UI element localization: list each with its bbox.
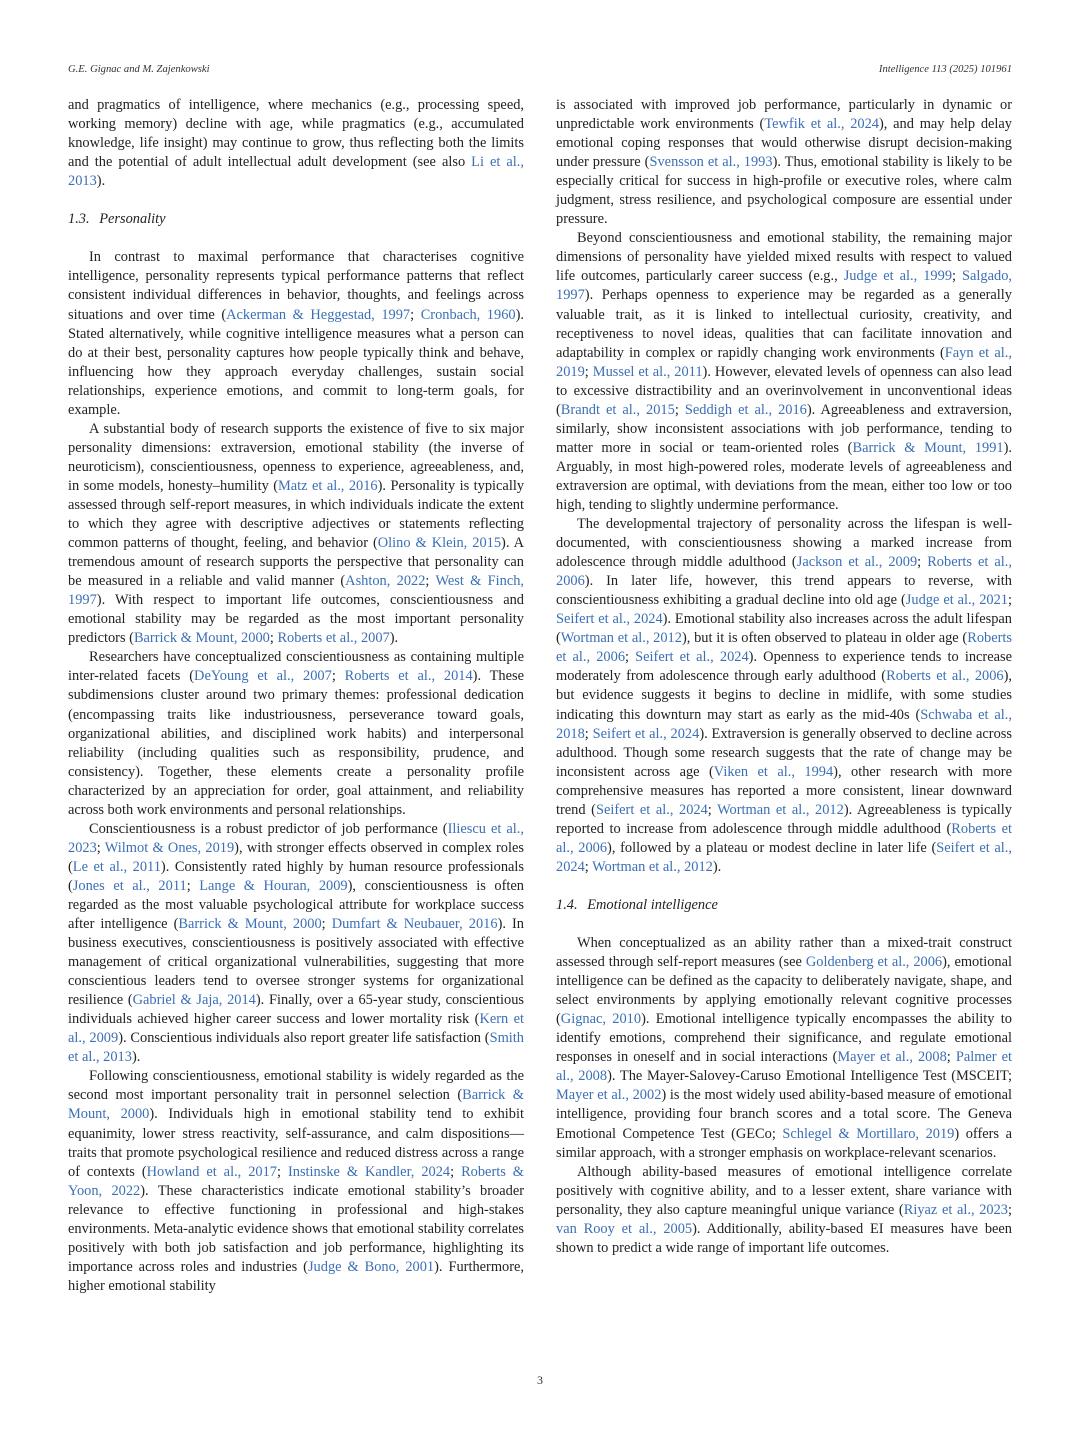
- header-authors: G.E. Gignac and M. Zajenkowski: [68, 64, 210, 75]
- paragraph: and pragmatics of intelligence, where mechanics (e.g., processing speed, working memory) decline with age, while pragmatics (e.g., accumulated knowledge, life insight) may continue to grow, thus reflecting both the limits and the potential of adult intellectual adult development (see also Li et al., 2013).: [68, 97, 524, 190]
- citation-link[interactable]: Svensson et al., 1993: [649, 154, 773, 171]
- citation-link[interactable]: Roberts et al., 2007: [277, 630, 390, 647]
- citation-link[interactable]: Roberts et al., 2006: [886, 668, 1004, 685]
- citation-link[interactable]: van Rooy et al., 2005: [556, 1220, 693, 1237]
- citation-link[interactable]: Smith et al., 2013: [68, 1030, 524, 1066]
- right-column: [556, 96, 1012, 1258]
- citation-link[interactable]: Seifert et al., 2024: [635, 649, 749, 666]
- citation-link[interactable]: Seifert et al., 2024: [556, 839, 1012, 875]
- paragraph: The developmental trajectory of personality across the lifespan is well-documented, with conscientiousness showing a marked increase from adolescence through middle adulthood (Jackson et al., 2009; Roberts et al., 2006). In later life, however, this trend appears to reverse, with conscientiousness exhibiting a gradual decline into old age (Judge et al., 2021; Seifert et al., 2024). Emotional stability also increases across the adult lifespan (Wortman et al., 2012), but it is often observed to plateau in older age (Roberts et al., 2006; Seifert et al., 2024). Openness to experience tends to increase moderately from adolescence through early adulthood (Roberts et al., 2006), but evidence suggests it begins to decline in midlife, with some studies indicating this downturn may start as early as the mid-40s (Schwaba et al., 2018; Seifert et al., 2024). Extraversion is generally observed to decline across adulthood. Though some research suggests that the rate of change may be inconsistent across age (Viken et al., 1994), other research with more comprehensive measures has reported a more consistent, linear downward trend (Seifert et al., 2024; Wortman et al., 2012). Agreeableness is typically reported to increase from adolescence through middle adulthood (Roberts et al., 2006), followed by a plateau or modest decline in later life (Seifert et al., 2024; Wortman et al., 2012).: [556, 516, 1013, 875]
- citation-link[interactable]: Schlegel & Mortillaro, 2019: [782, 1125, 955, 1142]
- paragraph: Conscientiousness is a robust predictor of job performance (Iliescu et al., 2023; Wilmot & Ones, 2019), with stronger effects observed in complex roles (Le et al., 2011). Consistently rated highly by human resource professionals (Jones et al., 2011; Lange & Houran, 2009), conscientiousness is often regarded as the most valuable psychological attribute for workplace success after intelligence (Barrick & Mount, 2000; Dumfart & Neubauer, 2016). In business executives, conscientiousness is positively associated with effective management of critical organizational vulnerabilities, suggesting that more conscientious leaders tend to oversee stronger systems for organizational resilience (Gabriel & Jaja, 2014). Finally, over a 65-year study, conscientious individuals achieved higher career success and lower mortality risk (Kern et al., 2009). Conscientious individuals also report greater life satisfaction (Smith et al., 2013).: [68, 820, 525, 1066]
- citation-link[interactable]: Jackson et al., 2009: [796, 554, 918, 571]
- citation-link[interactable]: Dumfart & Neubauer, 2016: [331, 916, 498, 933]
- citation-link[interactable]: Mussel et al., 2011: [592, 363, 703, 380]
- citation-link[interactable]: Roberts et al., 2014: [344, 668, 473, 685]
- citation-link[interactable]: Roberts et al., 2006: [556, 820, 1012, 856]
- citation-link[interactable]: Jones et al., 2011: [72, 877, 187, 894]
- citation-link[interactable]: Riyaz et al., 2023: [903, 1201, 1008, 1218]
- citation-link[interactable]: Roberts & Yoon, 2022: [68, 1163, 524, 1199]
- citation-link[interactable]: Seifert et al., 2024: [556, 611, 663, 628]
- citation-link[interactable]: Fayn et al., 2019: [556, 344, 1012, 380]
- section-number: 1.4.: [556, 896, 578, 913]
- paragraph: When conceptualized as an ability rather than a mixed-trait construct assessed through self-report measures (see Goldenberg et al., 2006), emotional intelligence can be defined as the capacity to deliberately navigate, shape, and select environments by applying emotionally relevant cognitive processes (Gignac, 2010). Emotional intelligence typically encompasses the ability to identify emotions, comprehend their significance, and regulate emotional responses in oneself and in social interactions (Mayer et al., 2008; Palmer et al., 2008). The Mayer-Salovey-Caruso Emotional Intelligence Test (MSCEIT; Mayer et al., 2002) is the most widely used ability-based measure of emotional intelligence, providing four branch scores and a total score. The Geneva Emotional Competence Test (GECo; Schlegel & Mortillaro, 2019) offers a similar approach, with a stronger emphasis on workplace-relevant scenarios.: [556, 935, 1013, 1161]
- citation-link[interactable]: Viken et al., 1994: [713, 763, 834, 780]
- paragraph: is associated with improved job performance, particularly in dynamic or unpredictable work environments (Tewfik et al., 2024), and may help delay emotional coping responses that would otherwise disrupt decision-making under pressure (Svensson et al., 1993). Thus, emotional stability is likely to be especially critical for success in high-profile or executive roles, where calm judgment, stress resilience, and psychological composure are essential under pressure.: [556, 97, 1013, 228]
- citation-link[interactable]: Seifert et al., 2024: [595, 801, 708, 818]
- citation-link[interactable]: Judge et al., 2021: [905, 592, 1008, 609]
- citation-link[interactable]: Iliescu et al., 2023: [68, 820, 524, 856]
- citation-link[interactable]: Olino & Klein, 2015: [377, 535, 502, 552]
- citation-link[interactable]: Wortman et al., 2012: [560, 630, 682, 647]
- section-title: Personality: [99, 211, 166, 228]
- citation-link[interactable]: Kern et al., 2009: [68, 1011, 524, 1047]
- citation-link[interactable]: Mayer et al., 2008: [837, 1049, 947, 1066]
- paragraph: Although ability-based measures of emotional intelligence correlate positively with cognitive ability, and to a lesser extent, share variance with personality, they also capture meaningful unique variance (Riyaz et al., 2023; van Rooy et al., 2005). Additionally, ability-based EI measures have been shown to predict a wide range of important life outcomes.: [556, 1163, 1012, 1256]
- citation-link[interactable]: Matz et al., 2016: [278, 477, 378, 494]
- citation-link[interactable]: Lange & Houran, 2009: [199, 877, 348, 894]
- citation-link[interactable]: Ackerman & Heggestad, 1997: [226, 306, 411, 323]
- citation-link[interactable]: Roberts et al., 2006: [556, 554, 1013, 590]
- citation-link[interactable]: Cronbach, 1960: [420, 306, 516, 323]
- paragraph: In contrast to maximal performance that characterises cognitive intelligence, personality represents typical performance patterns that reflect consistent individual differences in behavior, thoughts, and feelings across situations and over time (Ackerman & Heggestad, 1997; Cronbach, 1960). Stated alternatively, while cognitive intelligence measures what a person can do at their best, personality captures how people typically think and behave, influencing how they approach everyday challenges, sustain social relationships, experience emotions, and commit to long-term goals, for example.: [68, 249, 524, 418]
- citation-link[interactable]: Brandt et al., 2015: [560, 401, 675, 418]
- citation-link[interactable]: Barrick & Mount, 2000: [133, 630, 270, 647]
- running-header: [68, 64, 1012, 80]
- paragraph: Beyond conscientiousness and emotional stability, the remaining major dimensions of personality have yielded mixed results with respect to valued life outcomes, particularly career success (e.g., Judge et al., 1999; Salgado, 1997). Perhaps openness to experience may be regarded as a generally valuable trait, as it is linked to intellectual curiosity, creativity, and receptiveness to novel ideas, qualities that can facilitate innovation and adaptability in complex or rapidly changing work environments (Fayn et al., 2019; Mussel et al., 2011). However, elevated levels of openness can also lead to excessive distractibility and an overinvolvement in unconventional ideas (Brandt et al., 2015; Seddigh et al., 2016). Agreeableness and extraversion, similarly, show inconsistent associations with job performance, tending to matter more in social or team-oriented roles (Barrick & Mount, 1991). Arguably, in most high-powered roles, moderate levels of agreeableness and extraversion are optimal, with deviations from the mean, either too low or too high, tending to slightly undermine performance.: [556, 230, 1012, 513]
- citation-link[interactable]: Judge et al., 1999: [843, 268, 953, 285]
- section-heading-personality: [68, 210, 524, 229]
- citation-link[interactable]: Mayer et al., 2002: [556, 1087, 662, 1104]
- citation-link[interactable]: Instinske & Kandler, 2024: [287, 1163, 451, 1180]
- citation-link[interactable]: West & Finch, 1997: [68, 573, 524, 609]
- citation-link[interactable]: Salgado, 1997: [556, 268, 1012, 304]
- citation-link[interactable]: Gignac, 2010: [560, 1011, 642, 1028]
- citation-link[interactable]: Judge & Bono, 2001: [307, 1258, 435, 1275]
- citation-link[interactable]: Schwaba et al., 2018: [556, 706, 1012, 742]
- citation-link[interactable]: Palmer et al., 2008: [556, 1049, 1012, 1085]
- citation-link[interactable]: Barrick & Mount, 2000: [68, 1087, 524, 1123]
- paragraph: Researchers have conceptualized conscientiousness as containing multiple inter-related facets (DeYoung et al., 2007; Roberts et al., 2014). These subdimensions cluster around two primary themes: professional dedication (encompassing traits like industriousness, perseverance toward goals, organizational abilities, and disciplined work habits) and interpersonal reliability (including qualities such as responsibility, prudence, and consistency). Together, these elements create a personality profile characterized by an appreciation for order, goal attainment, and reliability across both work environments and personal relationships.: [68, 649, 524, 818]
- citation-link[interactable]: DeYoung et al., 2007: [194, 668, 332, 685]
- citation-link[interactable]: Goldenberg et al., 2006: [805, 954, 943, 971]
- citation-link[interactable]: Wilmot & Ones, 2019: [104, 839, 235, 856]
- citation-link[interactable]: Ashton, 2022: [345, 573, 426, 590]
- paragraph: Following conscientiousness, emotional stability is widely regarded as the second most important personality trait in personnel selection (Barrick & Mount, 2000). Individuals high in emotional stability tend to exhibit equanimity, lower stress reactivity, self-assurance, and calm dispositions—traits that promote psychological resilience and reduced distress across a range of contexts (Howland et al., 2017; Instinske & Kandler, 2024; Roberts & Yoon, 2022). These characteristics indicate emotional stability’s broader relevance to effective functioning in professional and high-stakes environments. Meta-analytic evidence shows that emotional stability correlates positively with both job satisfaction and job performance, highlighting its importance across roles and industries (Judge & Bono, 2001). Furthermore, higher emotional stability: [68, 1068, 525, 1294]
- citation-link[interactable]: Li et al., 2013: [68, 154, 524, 190]
- citation-link[interactable]: Seifert et al., 2024: [592, 725, 700, 742]
- citation-link[interactable]: Howland et al., 2017: [146, 1163, 277, 1180]
- header-journal: Intelligence 113 (2025) 101961: [878, 64, 1012, 75]
- citation-link[interactable]: Wortman et al., 2012: [717, 801, 844, 818]
- page-number: 3: [537, 1373, 543, 1387]
- left-column: [68, 96, 524, 1296]
- citation-link[interactable]: Seddigh et al., 2016: [684, 401, 807, 418]
- citation-link[interactable]: Wortman et al., 2012: [592, 858, 713, 875]
- section-number: 1.3.: [68, 211, 90, 228]
- citation-link[interactable]: Le et al., 2011: [72, 858, 161, 875]
- citation-link[interactable]: Gabriel & Jaja, 2014: [132, 992, 256, 1009]
- section-heading-emotional-intelligence: [556, 896, 1012, 915]
- section-title: Emotional intelligence: [587, 896, 718, 913]
- citation-link[interactable]: Barrick & Mount, 2000: [178, 916, 322, 933]
- citation-link[interactable]: Barrick & Mount, 1991: [852, 439, 1004, 456]
- citation-link[interactable]: Tewfik et al., 2024: [764, 116, 879, 133]
- citation-link[interactable]: Roberts et al., 2006: [556, 630, 1012, 666]
- paragraph: A substantial body of research supports the existence of five to six major personality dimensions: extraversion, emotional stability (the inverse of neuroticism), conscientiousness, openness to experience, agreeableness, and, in some models, honesty–humility (Matz et al., 2016). Personality is typically assessed through self-report measures, in which individuals indicate the extent to which they agree with descriptive adjectives or statements reflecting common patterns of thought, feeling, and behavior (Olino & Klein, 2015). A tremendous amount of research supports the perspective that personality can be measured in a reliable and valid manner (Ashton, 2022; West & Finch, 1997). With respect to important life outcomes, conscientiousness and emotional stability may be regarded as the most important personality predictors (Barrick & Mount, 2000; Roberts et al., 2007).: [68, 420, 525, 647]
